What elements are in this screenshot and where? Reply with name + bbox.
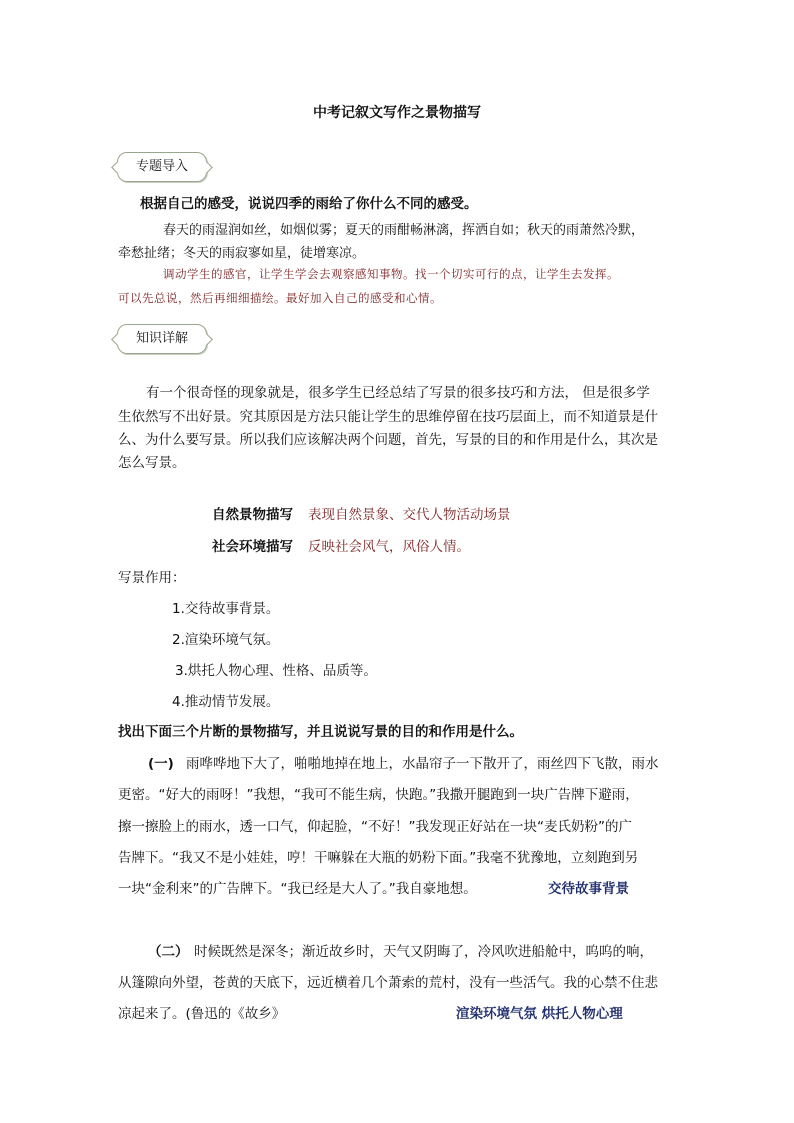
function-item-4: 4.推动情节发展。 bbox=[172, 694, 280, 710]
passage-2-line-1: 时候既然是深冬；渐近故乡时，天气又阴晦了，冷风吹进船舱中，呜呜的响， bbox=[194, 944, 653, 960]
intro-answer-line-2: 牵愁扯绪；冬天的雨寂寥如星，徒增寒凉。 bbox=[118, 246, 366, 261]
type-label-natural: 自然景物描写 bbox=[212, 507, 293, 523]
passage-1-number: (一) bbox=[148, 756, 174, 772]
function-item-3: 3.烘托人物心理、性格、品质等。 bbox=[175, 663, 377, 679]
teaching-note-line-1: 调动学生的感官，让学生学会去观察感知事物。找一个切实可行的点，让学生去发挥。 bbox=[163, 267, 619, 281]
section-tag-knowledge: 知识详解 bbox=[117, 324, 207, 354]
type-desc-social: 反映社会风气，风俗人情。 bbox=[308, 539, 470, 555]
passage-2-line-2: 从篷隙向外望，苍黄的天底下，远近横着几个萧索的荒村，没有一些活气。我的心禁不住悲 bbox=[118, 975, 658, 991]
knowledge-intro-line-1: 有一个很奇怪的现象就是，很多学生已经总结了写景的很多技巧和方法， 但是很多学 bbox=[146, 385, 650, 401]
passage-1-line-2: 更密。“好大的雨呀！”我想，“我可不能生病，快跑。”我撒开腿跑到一块广告牌下避雨， bbox=[118, 787, 639, 803]
function-item-2: 2.渲染环境气氛。 bbox=[172, 632, 280, 648]
exercise-prompt: 找出下面三个片断的景物描写，并且说说写景的目的和作用是什么。 bbox=[118, 724, 523, 740]
passage-1-line-1: 雨哗哗地下大了，啪啪地掉在地上，水晶帘子一下散开了，雨丝四下飞散，雨水 bbox=[186, 756, 659, 772]
type-desc-natural: 表现自然景象、交代人物活动场景 bbox=[308, 507, 511, 523]
passage-2-number: （二） bbox=[148, 944, 189, 960]
functions-heading: 写景作用： bbox=[118, 570, 186, 586]
teaching-note-line-2: 可以先总说，然后再细细描绘。最好加入自己的感受和心情。 bbox=[118, 291, 442, 305]
function-item-1: 1.交待故事背景。 bbox=[172, 601, 280, 617]
knowledge-intro-line-2: 生依然写不出好景。究其原因是方法只能让学生的思维停留在技巧层面上，而不知道景是什 bbox=[118, 409, 658, 425]
passage-1-answer: 交待故事背景 bbox=[548, 881, 629, 897]
passage-2-line-3: 凉起来了。(鲁迅的《故乡》 bbox=[118, 1006, 286, 1022]
type-label-social: 社会环境描写 bbox=[212, 539, 293, 555]
passage-2-answer: 渲染环境气氛 烘托人物心理 bbox=[456, 1006, 623, 1022]
knowledge-intro-line-4: 怎么写景。 bbox=[118, 455, 186, 471]
knowledge-intro-line-3: 么、为什么要写景。所以我们应该解决两个问题，首先，写景的目的和作用是什么，其次是 bbox=[118, 432, 658, 448]
passage-1-line-4: 告牌下。“我又不是小娃娃，哼！干嘛躲在大瓶的奶粉下面。”我毫不犹豫地，立刻跑到另 bbox=[118, 850, 639, 866]
section-tag-intro: 专题导入 bbox=[117, 152, 207, 182]
intro-answer-line-1: 春天的雨湿润如丝，如烟似雾；夏天的雨酣畅淋漓，挥洒自如；秋天的雨萧然冷默， bbox=[163, 223, 645, 238]
intro-question: 根据自己的感受，说说四季的雨给了你什么不同的感受。 bbox=[140, 196, 478, 212]
passage-1-line-3: 擦一擦脸上的雨水，透一口气，仰起脸，“不好！”我发现正好站在一块“麦氏奶粉”的广 bbox=[118, 819, 632, 835]
passage-1-line-5: 一块“金利来”的广告牌下。“我已经是大人了。”我自豪地想。 bbox=[118, 881, 477, 897]
page-title: 中考记叙文写作之景物描写 bbox=[313, 105, 481, 121]
